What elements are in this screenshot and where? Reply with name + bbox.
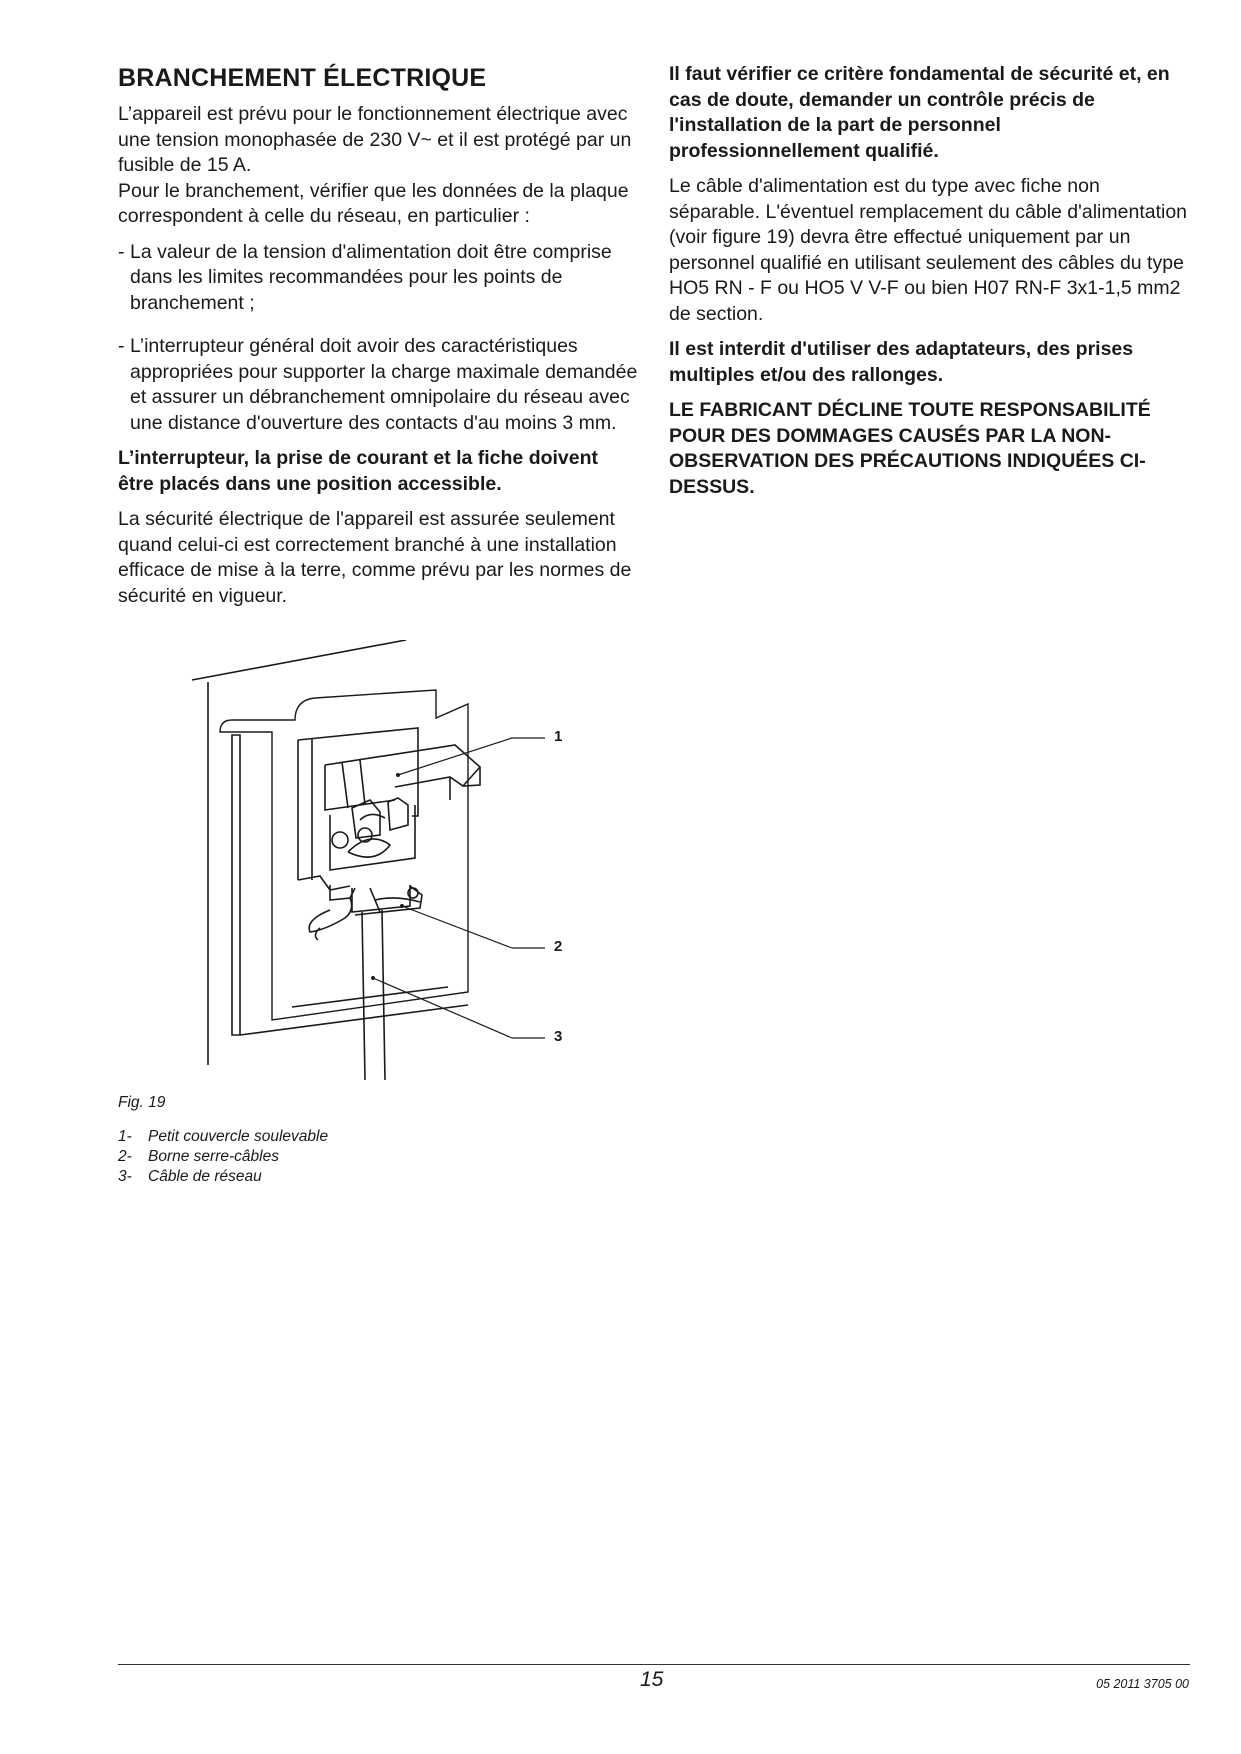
legend-text: Borne serre-câbles xyxy=(148,1148,279,1165)
check-paragraph: Pour le branchement, vérifier que les données de la plaque correspondent à celle du réseau, en particulier : xyxy=(118,179,629,227)
liability-disclaimer: LE FABRICANT DÉCLINE TOUTE RESPONSABILITÉ POUR DES DOMMAGES CAUSÉS PAR LA NON-OBSERVATION DES PRÉCAUTIONS INDIQUÉES CI-DESSUS. xyxy=(669,399,1151,498)
figure-legend xyxy=(118,1127,328,1187)
legend-text: Petit couvercle soulevable xyxy=(148,1128,329,1145)
legend-text: Câble de réseau xyxy=(148,1168,262,1185)
cable-paragraph: Le câble d'alimentation est du type avec fiche non séparable. L'éventuel remplacement du câble d'alimentation (voir figure 19) devra être effectué uniquement par un personnel qualifié en utilisant seulement des câbles du type HO5 RN - F ou HO5 V V-F ou bien H07 RN-F 3x1-1,5 mm2 de section. xyxy=(669,175,1188,325)
safety-paragraph: La sécurité électrique de l'appareil est assurée seulement quand celui-ci est correctement branché à une installation efficace de mise à la terre, comme prévu par les normes de sécurité en vigueur. xyxy=(118,508,632,607)
section-title: BRANCHEMENT ÉLECTRIQUE xyxy=(118,64,487,92)
legend-row xyxy=(118,1147,328,1167)
legend-number: 3- xyxy=(118,1168,132,1185)
accessibility-note: L’interrupteur, la prise de courant et la fiche doivent être placés dans une position accessible. xyxy=(118,447,599,495)
callout-1: 1 xyxy=(554,728,563,745)
figure-caption: Fig. 19 xyxy=(118,1094,166,1111)
ac-symbol: ~ xyxy=(420,128,432,151)
terminal-drawing xyxy=(180,640,580,1080)
left-column xyxy=(118,62,638,619)
legend-number: 1- xyxy=(118,1128,132,1145)
legend-row xyxy=(118,1127,328,1147)
legend-number: 2- xyxy=(118,1148,132,1165)
intro-paragraph xyxy=(118,102,638,179)
figure-terminal-illustration xyxy=(180,640,580,1080)
document-code: 05 2011 3705 00 xyxy=(1096,1677,1189,1691)
list-item xyxy=(118,334,638,436)
adapter-warning: Il est interdit d'utiliser des adaptateurs, des prises multiples et/ou des rallonges. xyxy=(669,338,1134,386)
list-dash: - xyxy=(118,335,125,357)
list-item xyxy=(118,240,638,317)
list-dash: - xyxy=(118,240,125,263)
list-item-text: L’interrupteur général doit avoir des caractéristiques appropriées pour supporter la charge maximale demandée et assurer un débranchement omnipolaire du réseau avec une distance d'ouverture des contacts d'au moins 3 mm. xyxy=(130,335,638,434)
legend-row xyxy=(118,1167,328,1187)
callout-3: 3 xyxy=(554,1028,563,1045)
right-column xyxy=(669,62,1189,510)
intro-text-b: et il est protégé par un fusible de 15 A. xyxy=(118,128,632,176)
footer-divider xyxy=(118,1664,1190,1665)
safety-check-note: Il faut vérifier ce critère fondamental de sécurité et, en cas de doute, demander un contrôle précis de l'installation de la part de personnel professionnellement qualifié. xyxy=(669,63,1170,162)
callout-2: 2 xyxy=(554,938,563,955)
intro-text-a: L’appareil est prévu pour le fonctionnement électrique avec une tension monophasée de 230 V xyxy=(118,103,628,151)
page-number: 15 xyxy=(640,1668,664,1691)
list-item-text: La valeur de la tension d'alimentation doit être comprise dans les limites recommandées pour les points de branchement ; xyxy=(130,240,612,314)
